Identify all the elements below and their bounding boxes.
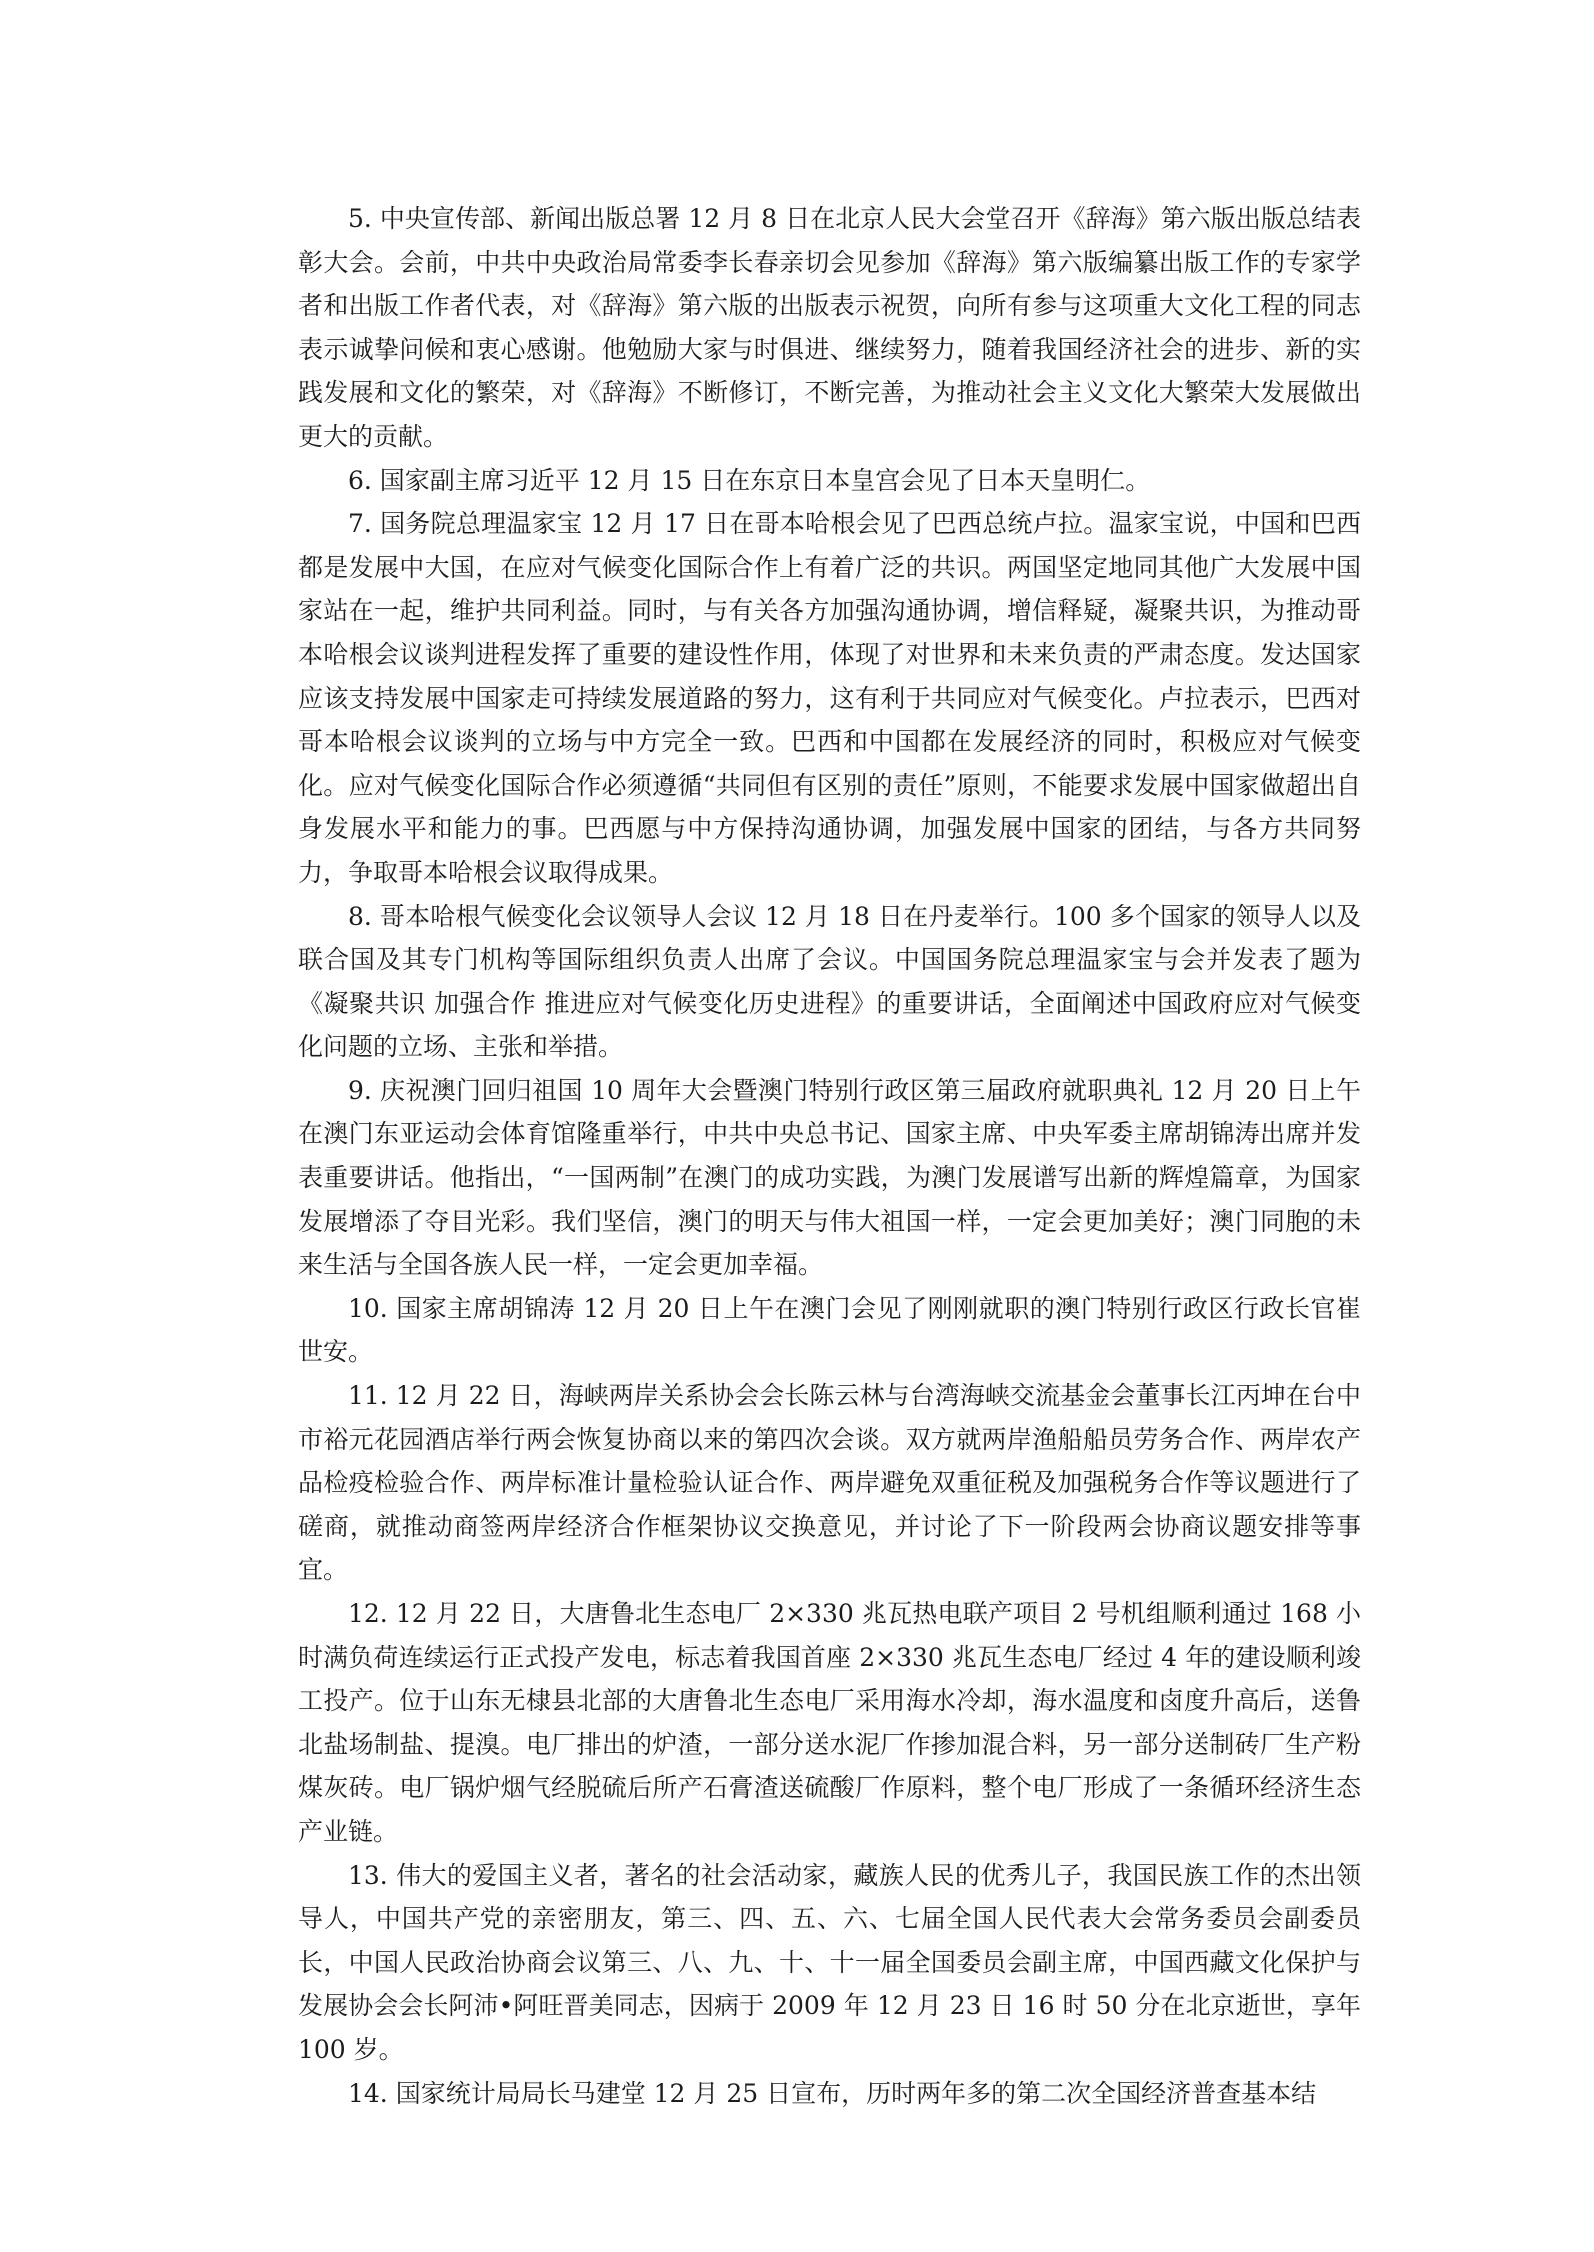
- paragraph-6: 6. 国家副主席习近平 12 月 15 日在东京日本皇宫会见了日本天皇明仁。: [348, 465, 1151, 495]
- paragraph-10: 10. 国家主席胡锦涛 12 月 20 日上午在澳门会见了刚刚就职的澳门特别行政区行政长官崔世安。: [298, 1293, 1361, 1367]
- paragraph-14: 14. 国家统计局局长马建堂 12 月 25 日宣布，历时两年多的第二次全国经济普查基本结: [348, 2078, 1317, 2108]
- paragraph-5: 5. 中央宣传部、新闻出版总署 12 月 8 日在北京人民大会堂召开《辞海》第六版出版总结表彰大会。会前，中共中央政治局常委李长春亲切会见参加《辞海》第六版编纂出版工作的专家学者和出版工作者代表，对《辞海》第六版的出版表示祝贺，向所有参与这项重大文化工程的同志表示诚挚问候和衷心感谢。他勉励大家与时俱进、继续努力，随着我国经济社会的进步、新的实践发展和文化的繁荣，对《辞海》不断修订，不断完善，为推动社会主义文化大繁荣大发展做出更大的贡献。: [298, 204, 1361, 451]
- paragraph-9: 9. 庆祝澳门回归祖国 10 周年大会暨澳门特别行政区第三届政府就职典礼 12 月 20 日上午在澳门东亚运动会体育馆隆重举行，中共中央总书记、国家主席、中央军委主席胡锦涛出席并发表重要讲话。他指出，“一国两制”在澳门的成功实践，为澳门发展谱写出新的辉煌篇章，为国家发展增添了夺目光彩。我们坚信，澳门的明天与伟大祖国一样，一定会更加美好；澳门同胞的未来生活与全国各族人民一样，一定会更加幸福。: [298, 1075, 1361, 1280]
- paragraph-7: 7. 国务院总理温家宝 12 月 17 日在哥本哈根会见了巴西总统卢拉。温家宝说，中国和巴西都是发展中大国，在应对气候变化国际合作上有着广泛的共识。两国坚定地同其他广大发展中国家站在一起，维护共同利益。同时，与有关各方加强沟通协调，增信释疑，凝聚共识，为推动哥本哈根会议谈判进程发挥了重要的建设性作用，体现了对世界和未来负责的严肃态度。发达国家应该支持发展中国家走可持续发展道路的努力，这有利于共同应对气候变化。卢拉表示，巴西对哥本哈根会议谈判的立场与中方完全一致。巴西和中国都在发展经济的同时，积极应对气候变化。应对气候变化国际合作必须遵循“共同但有区别的责任”原则，不能要求发展中国家做超出自身发展水平和能力的事。巴西愿与中方保持沟通协调，加强发展中国家的团结，与各方共同努力，争取哥本哈根会议取得成果。: [298, 509, 1361, 887]
- paragraph-12: 12. 12 月 22 日，大唐鲁北生态电厂 2×330 兆瓦热电联产项目 2 号机组顺利通过 168 小时满负荷连续运行正式投产发电，标志着我国首座 2×330 兆瓦生态电厂经过 4 年的建设顺利竣工投产。位于山东无棣县北部的大唐鲁北生态电厂采用海水冷却，海水温度和卤度升高后，送鲁北盐场制盐、提溴。电厂排出的炉渣，一部分送水泥厂作掺加混合料，另一部分送制砖厂生产粉煤灰砖。电厂锅炉烟气经脱硫后所产石膏渣送硫酸厂作原料，整个电厂形成了一条循环经济生态产业链。: [298, 1599, 1361, 1846]
- paragraph-13: 13. 伟大的爱国主义者，著名的社会活动家，藏族人民的优秀儿子，我国民族工作的杰出领导人，中国共产党的亲密朋友，第三、四、五、六、七届全国人民代表大会常务委员会副委员长，中国人民政治协商会议第三、八、九、十、十一届全国委员会副主席，中国西藏文化保护与发展协会会长阿沛•阿旺晋美同志，因病于 2009 年 12 月 23 日 16 时 50 分在北京逝世，享年 100 岁。: [298, 1860, 1361, 2064]
- document-body: [298, 197, 1361, 2115]
- paragraph-11: 11. 12 月 22 日，海峡两岸关系协会会长陈云林与台湾海峡交流基金会董事长江丙坤在台中市裕元花园酒店举行两会恢复协商以来的第四次会谈。双方就两岸渔船船员劳务合作、两岸农产品检疫检验合作、两岸标准计量检验认证合作、两岸避免双重征税及加强税务合作等议题进行了磋商，就推动商签两岸经济合作框架协议交换意见，并讨论了下一阶段两会协商议题安排等事宜。: [298, 1381, 1361, 1585]
- paragraph-8: 8. 哥本哈根气候变化会议领导人会议 12 月 18 日在丹麦举行。100 多个国家的领导人以及联合国及其专门机构等国际组织负责人出席了会议。中国国务院总理温家宝与会并发表了题为《凝聚共识 加强合作 推进应对气候变化历史进程》的重要讲话，全面阐述中国政府应对气候变化问题的立场、主张和举措。: [298, 901, 1361, 1062]
